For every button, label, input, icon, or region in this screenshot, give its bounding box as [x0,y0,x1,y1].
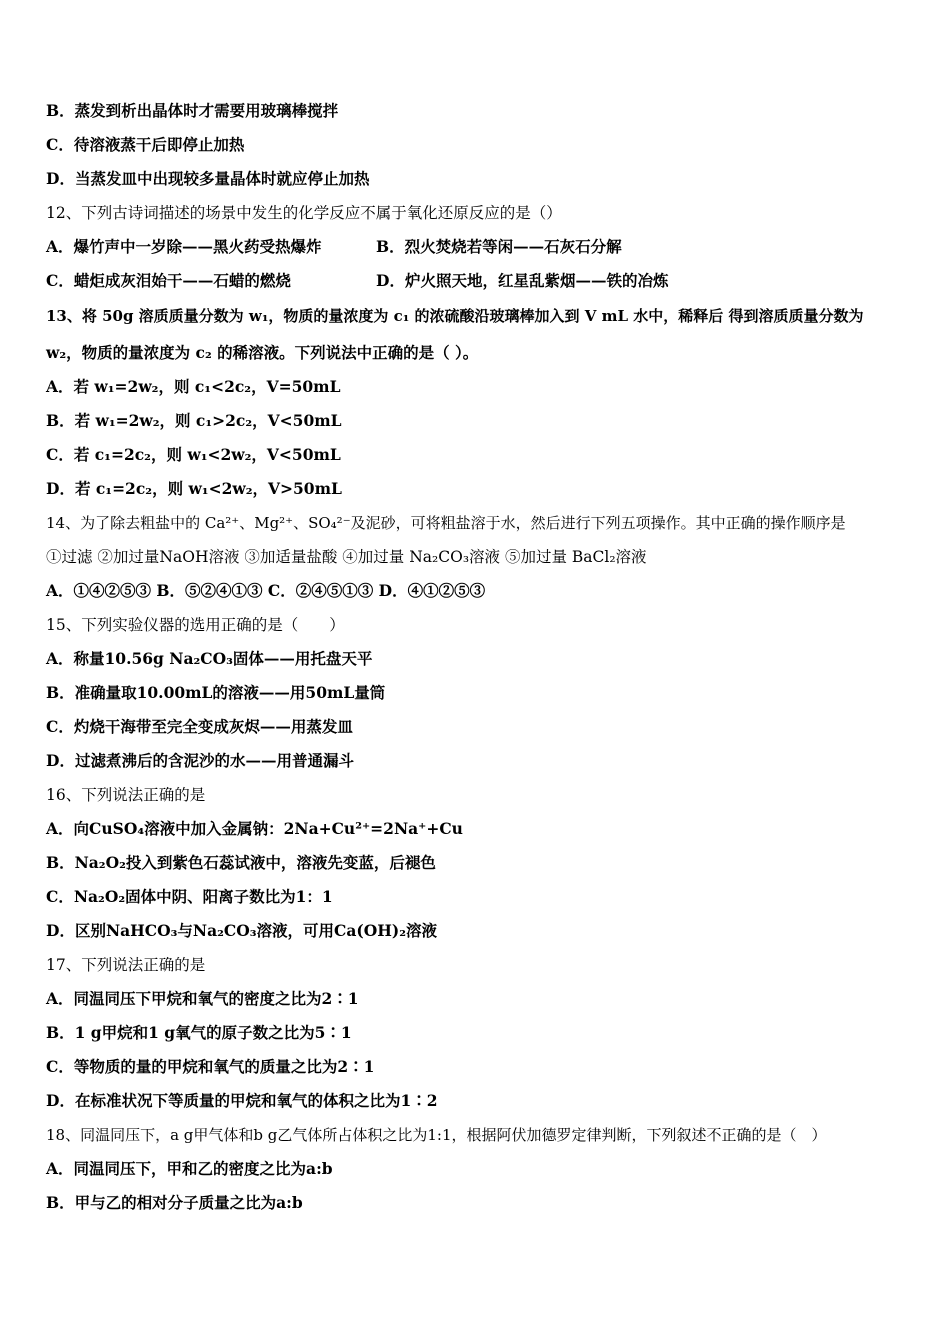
q13-option-c: C．若 c₁=2c₂，则 w₁<2w₂，V<50mL [46,445,341,464]
q17-stem: 17、下列说法正确的是 [46,956,206,974]
q16-option-b: B．Na₂O₂投入到紫色石蕊试液中，溶液先变蓝，后褪色 [46,853,436,872]
q17-option-d: D．在标准状况下等质量的甲烷和氧气的体积之比为1∶2 [46,1091,438,1110]
q11-option-b: B．蒸发到析出晶体时才需要用玻璃棒搅拌 [46,101,339,120]
q18-option-a: A．同温同压下，甲和乙的密度之比为a:b [46,1159,333,1178]
q12-options-cd [46,270,906,292]
q16-option-c: C．Na₂O₂固体中阴、阳离子数比为1：1 [46,887,333,906]
q11-option-c: C．待溶液蒸干后即停止加热 [46,135,245,154]
q15-option-c: C．灼烧干海带至完全变成灰烬——用蒸发皿 [46,717,353,736]
q18-option-b: B．甲与乙的相对分子质量之比为a:b [46,1193,303,1212]
q12-options-ab [46,236,906,258]
q17-option-a: A．同温同压下甲烷和氧气的密度之比为2∶1 [46,989,359,1008]
q15-option-a: A．称量10.56g Na₂CO₃固体——用托盘天平 [46,649,373,668]
q17-option-c: C．等物质的量的甲烷和氧气的质量之比为2∶1 [46,1057,375,1076]
q12-option-c: C．蜡炬成灰泪始干——石蜡的燃烧 [46,271,291,290]
q15-stem: 15、下列实验仪器的选用正确的是（ ） [46,616,345,634]
q13-option-b: B．若 w₁=2w₂，则 c₁>2c₂，V<50mL [46,411,342,430]
q15-option-b: B．准确量取10.00mL的溶液——用50mL量筒 [46,683,386,702]
q14-stem: 14、为了除去粗盐中的 Ca²⁺、Mg²⁺、SO₄²⁻及泥砂，可将粗盐溶于水，然后进行下列五项操作。其中正确的操作顺序是 [46,514,846,532]
q11-option-d: D．当蒸发皿中出现较多量晶体时就应停止加热 [46,169,370,188]
q16-option-a: A．向CuSO₄溶液中加入金属钠：2Na+Cu²⁺=2Na⁺+Cu [46,819,463,838]
q14-operations: ①过滤 ②加过量NaOH溶液 ③加适量盐酸 ④加过量 Na₂CO₃溶液 ⑤加过量 BaCl₂溶液 [46,548,647,566]
q17-option-b: B．1 g甲烷和1 g氧气的原子数之比为5∶1 [46,1023,352,1042]
q12-option-b: B．烈火焚烧若等闲——石灰石分解 [376,237,622,256]
q16-stem: 16、下列说法正确的是 [46,786,206,804]
q13-stem-line2: w₂，物质的量浓度为 c₂ 的稀溶液。下列说法中正确的是（ ）。 [46,343,479,362]
q14-options: A．①④②⑤③ B．⑤②④①③ C．②④⑤①③ D．④①②⑤③ [46,581,486,600]
q12-option-a: A．爆竹声中一岁除——黑火药受热爆炸 [46,237,322,256]
q13-stem-line1: 13、将 50g 溶质质量分数为 w₁，物质的量浓度为 c₁ 的浓硫酸沿玻璃棒加入到 V mL 水中，稀释后 得到溶质质量分数为 [46,307,864,325]
q18-stem: 18、同温同压下，a g甲气体和b g乙气体所占体积之比为1:1，根据阿伏加德罗定律判断，下列叙述不正确的是（ ） [46,1126,827,1144]
q12-option-d: D．炉火照天地，红星乱紫烟——铁的冶炼 [376,271,669,290]
q13-option-d: D．若 c₁=2c₂，则 w₁<2w₂，V>50mL [46,479,342,498]
q16-option-d: D．区别NaHCO₃与Na₂CO₃溶液，可用Ca(OH)₂溶液 [46,921,438,940]
q13-option-a: A．若 w₁=2w₂，则 c₁<2c₂，V=50mL [46,377,341,396]
q15-option-d: D．过滤煮沸后的含泥沙的水——用普通漏斗 [46,751,354,770]
q12-stem: 12、下列古诗词描述的场景中发生的化学反应不属于氧化还原反应的是（） [46,204,562,222]
